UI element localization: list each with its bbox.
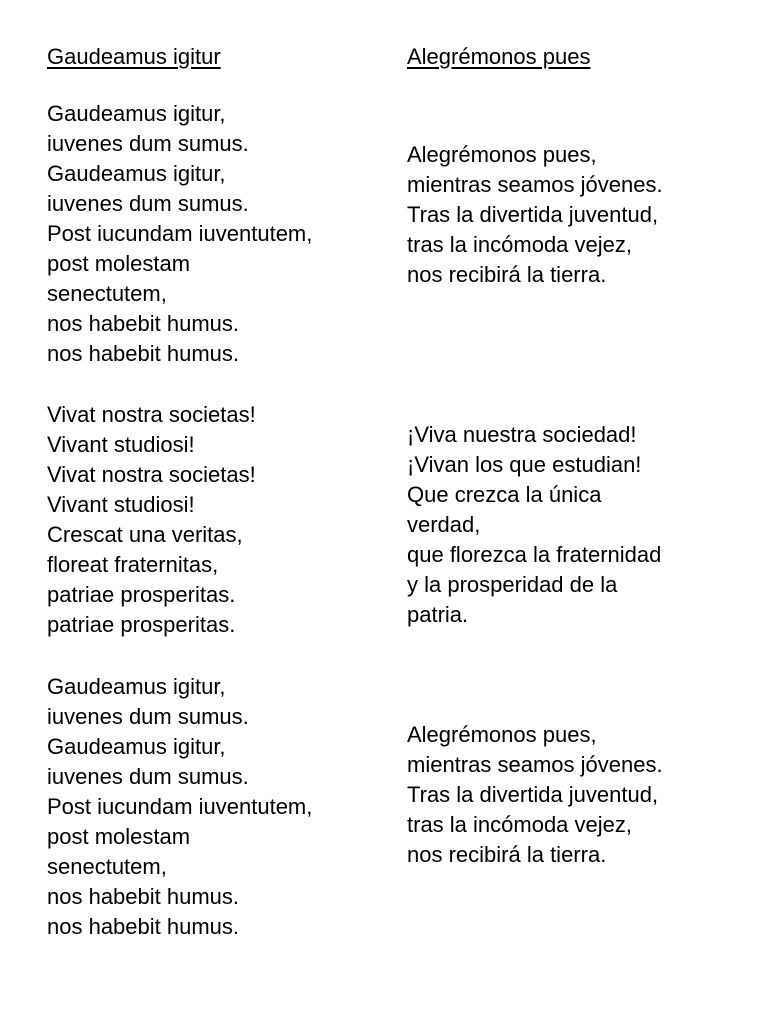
verse-line: senectutem,	[47, 854, 167, 879]
verse-line: y la prosperidad de la	[407, 572, 618, 597]
verse-line: Post iucundam iuventutem,	[47, 794, 313, 819]
verse-line: Crescat una veritas,	[47, 522, 243, 547]
verse-line: Gaudeamus igitur,	[47, 101, 226, 126]
verse-line: que florezca la fraternidad	[407, 542, 662, 567]
verse-line: floreat fraternitas,	[47, 552, 219, 577]
latin-stanza-2	[47, 400, 256, 640]
verse-line: patria.	[407, 602, 469, 627]
verse-line: nos habebit humus.	[47, 341, 240, 366]
verse-line: nos recibirá la tierra.	[407, 842, 607, 867]
spanish-stanza-2	[407, 420, 661, 630]
verse-line: Alegrémonos pues,	[407, 722, 597, 747]
verse-line: Vivant studiosi!	[47, 492, 195, 517]
verse-line: mientras seamos jóvenes.	[407, 752, 663, 777]
verse-line: mientras seamos jóvenes.	[407, 172, 663, 197]
verse-line: Gaudeamus igitur,	[47, 734, 226, 759]
verse-line: iuvenes dum sumus.	[47, 764, 249, 789]
spanish-title: Alegrémonos pues	[407, 44, 591, 69]
verse-line: Vivat nostra societas!	[47, 462, 256, 487]
verse-line: iuvenes dum sumus.	[47, 704, 249, 729]
verse-line: tras la incómoda vejez,	[407, 232, 632, 257]
verse-line: Alegrémonos pues,	[407, 142, 597, 167]
spanish-stanza-1	[407, 140, 663, 290]
spanish-stanza-3	[407, 720, 663, 870]
verse-line: post molestam	[47, 251, 191, 276]
verse-line: Tras la divertida juventud,	[407, 202, 659, 227]
verse-line: nos habebit humus.	[47, 884, 240, 909]
verse-line: Post iucundam iuventutem,	[47, 221, 313, 246]
verse-line: Gaudeamus igitur,	[47, 161, 226, 186]
verse-line: ¡Viva nuestra sociedad!	[407, 422, 637, 447]
verse-line: nos habebit humus.	[47, 914, 240, 939]
latin-stanza-1	[47, 99, 312, 369]
verse-line: tras la incómoda vejez,	[407, 812, 632, 837]
verse-line: Gaudeamus igitur,	[47, 674, 226, 699]
verse-line: iuvenes dum sumus.	[47, 131, 249, 156]
verse-line: Tras la divertida juventud,	[407, 782, 659, 807]
latin-title: Gaudeamus igitur	[47, 44, 221, 69]
verse-line: ¡Vivan los que estudian!	[407, 452, 642, 477]
verse-line: nos recibirá la tierra.	[407, 262, 607, 287]
verse-line: senectutem,	[47, 281, 167, 306]
verse-line: patriae prosperitas.	[47, 582, 236, 607]
verse-line: Vivat nostra societas!	[47, 402, 256, 427]
verse-line: Vivant studiosi!	[47, 432, 195, 457]
verse-line: verdad,	[407, 512, 481, 537]
verse-line: nos habebit humus.	[47, 311, 240, 336]
verse-line: iuvenes dum sumus.	[47, 191, 249, 216]
verse-line: Que crezca la única	[407, 482, 602, 507]
latin-stanza-3	[47, 672, 312, 942]
verse-line: patriae prosperitas.	[47, 612, 236, 637]
verse-line: post molestam	[47, 824, 191, 849]
